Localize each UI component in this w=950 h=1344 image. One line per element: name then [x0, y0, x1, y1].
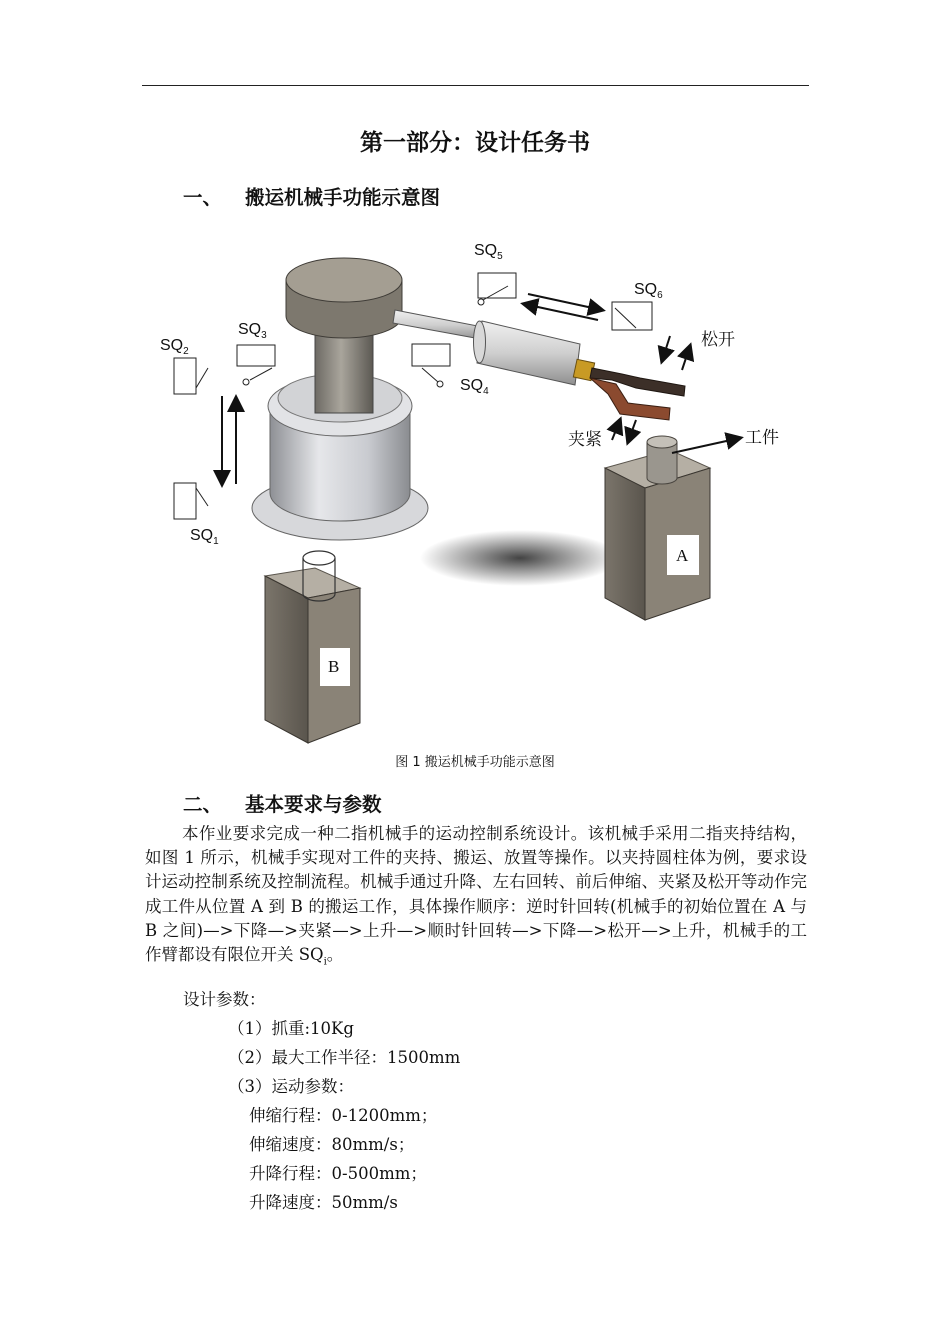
figure-caption: 图 1 搬运机械手功能示意图: [395, 755, 555, 770]
head-top: [286, 258, 402, 302]
floor-shadow: [420, 530, 620, 586]
sq1-switch: [174, 483, 196, 519]
clamp-arrow-up: [612, 420, 620, 440]
release-arrow-up: [682, 346, 690, 370]
sq4-lever: [422, 368, 438, 382]
box-b-label: B: [328, 657, 340, 676]
params-heading: 设计参数：: [183, 990, 266, 1009]
sq6-switch: [612, 302, 652, 330]
sq2-lever: [196, 368, 208, 388]
workpiece-top: [647, 436, 677, 448]
sq3-label: $SQ_3$: [238, 321, 267, 341]
sq1-label: $SQ_1$: [190, 527, 219, 547]
param-item: （2）最大工作半径：1500mm: [228, 1048, 461, 1067]
sq5-contact: [478, 299, 484, 305]
release-label: 松开: [701, 330, 735, 349]
sq2-label: $SQ_2$: [160, 337, 189, 357]
sq3-lever: [250, 368, 272, 380]
sq5-label: $SQ_5$: [474, 242, 503, 262]
sq2-switch: [174, 358, 196, 394]
release-arrow-down: [662, 336, 670, 361]
section-heading-2: [183, 789, 382, 817]
page-title: 第一部分：设计任务书: [360, 130, 590, 156]
section-heading-1: [183, 182, 440, 210]
clamp-label: 夹紧: [568, 430, 602, 449]
motion-param-item: 伸缩行程：0-1200mm；: [249, 1106, 438, 1125]
manipulator-diagram: [150, 228, 810, 748]
motion-param-item: 升降速度：50mm/s: [249, 1193, 398, 1212]
clamp-arrow-down: [628, 420, 636, 442]
sq1-lever: [196, 488, 208, 506]
section-number: 二、: [183, 793, 223, 816]
param-item: （1）抓重:10Kg: [228, 1019, 354, 1038]
section-number: 一、: [183, 186, 223, 209]
arm-cylinder: [477, 321, 580, 385]
sq4-label: $SQ_4$: [460, 377, 489, 397]
sq3-switch: [237, 345, 275, 366]
box-a-label: A: [676, 546, 689, 565]
param-item: （3）运动参数：: [228, 1077, 354, 1096]
sq6-label: $SQ_6$: [634, 281, 663, 301]
body-text: 本作业要求完成一种二指机械手的运动控制系统设计。该机械手采用二指夹持结构，如图 1 所示，机械手实现对工件的夹持、搬运、放置等操作。以夹持圆柱体为例，要求设计运动控制系统及控制流程。机械手通过升降、左右回转、前后伸缩、夹紧及松开等动作完成工件从位置 A 到 B 的搬运工作，具体操作顺序：逆时针回转(机械手的初始位置在 A 与 B 之间)—>下降—>夹紧—>上升—>顺时针回转—>下降—>松开—>上升，机械手的工作臂都设有限位开关 SQ: [145, 824, 807, 965]
section-title: 搬运机械手功能示意图: [245, 186, 441, 209]
workpiece-outline-top: [303, 551, 335, 565]
sq3-contact: [243, 379, 249, 385]
body-paragraph: [145, 822, 807, 975]
motion-param-item: 升降行程：0-500mm；: [249, 1164, 427, 1183]
workpiece-arrow: [672, 438, 740, 453]
motion-param-item: 伸缩速度：80mm/s；: [249, 1135, 415, 1154]
sq4-contact: [437, 381, 443, 387]
section-title: 基本要求与参数: [245, 793, 382, 816]
header-rule: [142, 85, 809, 86]
workpiece-label: 工件: [745, 428, 779, 447]
sq4-switch: [412, 344, 450, 366]
sq5-switch: [478, 273, 516, 298]
box-b-front: [265, 576, 308, 743]
body-text-end: 。: [326, 945, 344, 965]
box-a-front: [605, 468, 645, 620]
arm-cylinder-end: [474, 321, 486, 363]
body-text-subscript: i: [323, 956, 327, 968]
